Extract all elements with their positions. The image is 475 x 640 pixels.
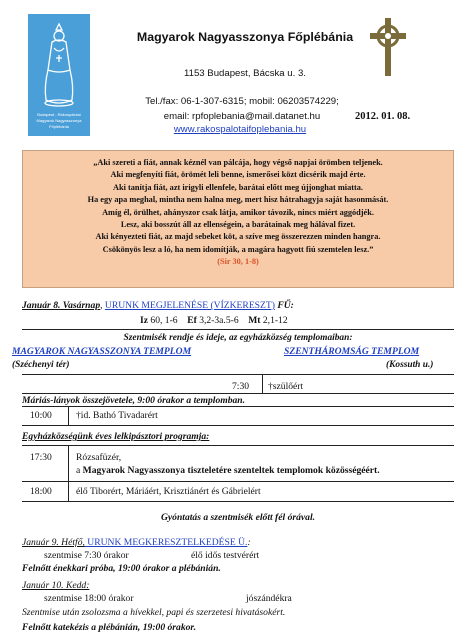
mass-line: szentmise 7:30 órakor: [44, 550, 129, 561]
maria-gathering: Máriás-lányok összejövetele, 9:00 órakor a templomban.: [22, 395, 246, 406]
logo-caption-2: Magyarok Nagyasszonya: [36, 118, 82, 123]
rosary-line: Rózsafüzér,: [76, 452, 122, 463]
logo-caption-1: Budapest - Rákospalotai: [37, 112, 81, 117]
scripture-quote-box: [22, 150, 454, 288]
phone-fax: Tel./fax: 06-1-307-6315; mobil: 06203574229;: [145, 96, 339, 107]
mass-intention: jószándékra: [246, 593, 292, 604]
mass-intention: élő Tiborért, Máriáért, Krisztiánért és Gábrielért: [76, 486, 261, 497]
sunday-feast-suffix: FŰ:: [274, 300, 294, 311]
jan9-day: Január 9. Hétfő,: [22, 537, 85, 548]
choir-rehearsal: Felnőtt énekkari próba, 19:00 órakor a plébánián.: [22, 563, 221, 574]
divider: [68, 406, 69, 425]
madonna-statue-icon: [28, 14, 90, 136]
church-szentharomsag[interactable]: SZENTHÁROMSÁG TEMPLOM: [284, 346, 420, 357]
sunday-readings: [140, 315, 288, 326]
catechesis-note: Felnőtt katekézis a plébánián, 19:00 órakor.: [22, 622, 197, 633]
reading-ref: 60, 1-6: [150, 315, 178, 326]
logo-caption-3: Főplébánia: [49, 124, 69, 129]
mass-intention: élő idős testvérért: [191, 550, 260, 561]
sunday-day: Január 8. Vasárnap: [22, 300, 101, 311]
quote-line: „Aki szereti a fiát, annak kéznél van pálcája, hogy végső napjai örömben teljenek.: [93, 158, 383, 167]
quote-line: Lesz, aki bosszút áll az ellenségein, a barátainak meg hálával fizet.: [120, 220, 356, 230]
jan9-heading: [22, 537, 251, 548]
rosary-intention: [76, 465, 380, 476]
reading-book: Iz: [140, 315, 148, 326]
sunday-feast[interactable]: URUNK MEGJELENÉSE (VÍZKERESZT): [104, 300, 275, 311]
mass-line: szentmise 18:00 órakor: [44, 593, 134, 604]
reading-ref: 3,2-3a.5-6: [199, 315, 239, 326]
quote-line: Ha egy apa meghal, mintha nem halna meg, mert hisz hátrahagyja saját hasonmását.: [87, 195, 389, 205]
church2-street: (Kossuth u.): [386, 360, 434, 370]
quote-line: Aki tanítja fiát, azt irigyli ellenfele, barátai előtt meg újjonghat miatta.: [112, 182, 363, 192]
confession-note: Gyóntatás a szentmisék előtt fél órával.: [160, 512, 316, 523]
church-name: Magyarok Nagyasszonya Főplébánia: [136, 30, 354, 44]
mass-time: 10:00: [30, 410, 52, 421]
divider: [22, 374, 454, 375]
rosary-intention-prefix: a: [76, 465, 83, 476]
reading-ref: 2,1-12: [262, 315, 288, 326]
website-link[interactable]: www.rakospalotaifoplebania.hu: [173, 124, 307, 135]
jan9-colon: :: [247, 537, 251, 548]
address: 1153 Budapest, Bácska u. 3.: [184, 68, 306, 79]
church-magyarok-nagyasszonya[interactable]: MAGYAROK NAGYASSZONYA TEMPLOM: [12, 346, 192, 357]
divider: [262, 374, 263, 393]
schedule-title: Szentmisék rendje és ideje, az egyházközség templomaiban:: [123, 333, 353, 343]
mass-intention: †id. Bathó Tivadarért: [76, 410, 158, 421]
jan10-heading: Január 10. Kedd:: [22, 580, 90, 591]
mass-time: 7:30: [232, 381, 250, 392]
reading-book: Ef: [187, 315, 197, 326]
quote-line: Aki kényezteti fiát, az majd sebeket köt, a szíve meg összerezzen minden hangra.: [95, 232, 381, 242]
parish-logo: [28, 14, 90, 136]
email-address[interactable]: email: rpfoplebania@mail.datanet.hu: [163, 111, 321, 122]
quote-line: Amíg él, örülhet, ahányszor csak látja, amikor távozik, nincs miért aggódjék.: [102, 207, 374, 217]
divider: [68, 445, 69, 501]
quote-source: (Sir 30, 1-8): [217, 257, 259, 267]
program-title: Egyházközségünk éves lelkipásztori programja:: [22, 431, 210, 442]
divider: [22, 445, 454, 446]
sunday-heading: [22, 300, 294, 311]
church1-street: (Széchenyi tér): [12, 360, 70, 370]
divider: [22, 501, 454, 502]
divider: [22, 393, 454, 394]
divider: [22, 329, 454, 330]
rosary-time: 17:30: [30, 452, 52, 463]
vespers-note: Szentmise után zsolozsma a hívekkel, papi és szerzetesi hivatásokért.: [22, 607, 286, 618]
mass-time: 18:00: [30, 486, 52, 497]
divider: [22, 406, 454, 407]
bulletin-date: 2012. 01. 08.: [355, 111, 411, 122]
quote-line: Csökönyös lesz a ló, ha nem idomítják, a magára hagyott fiú szemtelen lesz.”: [102, 244, 374, 254]
mass-intention: †szülőért: [268, 381, 304, 392]
rosary-intention-bold: Magyarok Nagyasszonya tiszteletére szenteltek templomok közösségéért.: [82, 465, 380, 476]
divider: [22, 425, 454, 426]
reading-book: Mt: [248, 315, 261, 326]
divider: [22, 481, 454, 482]
jan9-feast[interactable]: URUNK MEGKERESZTELKEDÉSE Ü.: [84, 537, 248, 548]
quote-line: Aki megfenyíti fiát, örömét leli benne, ismerősei közt dicsérik majd érte.: [110, 170, 366, 180]
sunday-separator: ,: [100, 300, 105, 311]
